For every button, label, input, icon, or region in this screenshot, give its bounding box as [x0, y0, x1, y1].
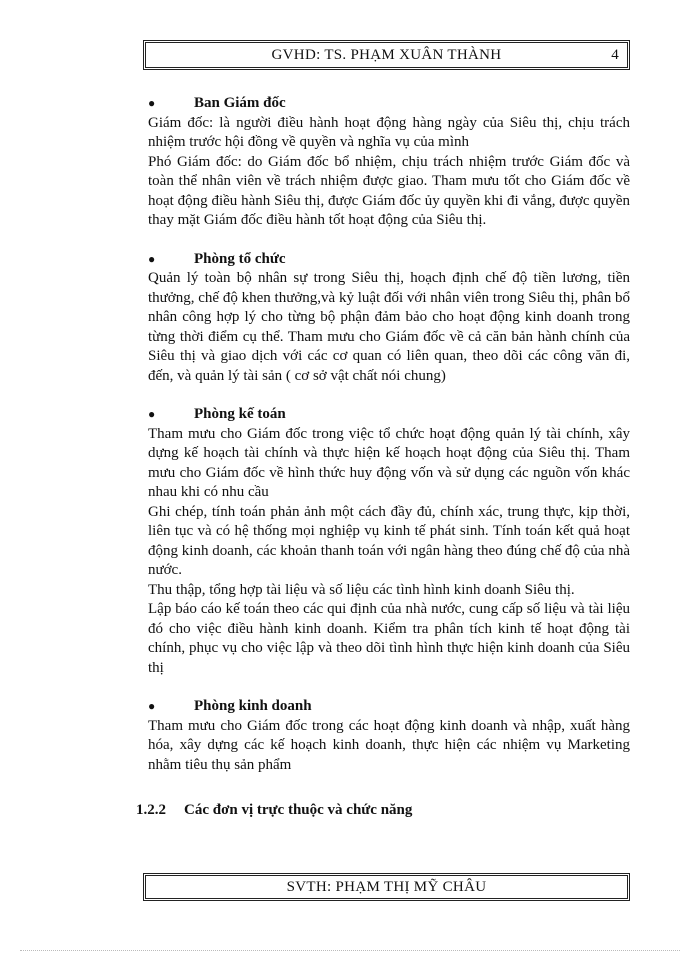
paragraph: Thu thập, tổng hợp tài liệu và số liệu các tình hình kinh doanh Siêu thị.	[148, 581, 575, 598]
header-title: GVHD: TS. PHẠM XUÂN THÀNH	[271, 47, 502, 63]
section-phong-kinh-doanh	[148, 697, 630, 775]
paragraph: Giám đốc: là người điều hành hoạt động hàng ngày của Siêu thị, chịu trách nhiệm trước hội đồng về quyền và nghĩa vụ của mình	[148, 114, 630, 150]
page-number: 4	[611, 47, 619, 63]
paragraph: Quản lý toàn bộ nhân sự trong Siêu thị, hoạch định chế độ tiền lương, tiền thưởng, chế độ khen thưởng,và kỷ luật đối với nhân viên trong Siêu thị, phân bổ nhân công hợp lý cho từng bộ phận đảm bảo cho hoạt động kinh doanh trong từng thời điểm cụ thể. Tham mưu cho Giám đốc về cả căn bản hành chính của Siêu thị và giao dịch với các cơ quan có liên quan, theo dõi các công văn đi, đến, và quản lý tài sản ( cơ sở vật chất nói chung)	[148, 270, 630, 384]
section-phong-to-chuc	[148, 250, 630, 387]
subsection-title: Các đơn vị trực thuộc và chức năng	[184, 802, 413, 818]
paragraph: Phó Giám đốc: do Giám đốc bổ nhiệm, chịu trách nhiệm trước Giám đốc và toàn thể nhân viên về trách nhiệm được giao. Tham mưu tốt cho Giám đốc về hoạt động điều hành Siêu thị, được Giám đốc ủy quyền khi đi vắng, được quyền thay mặt Giám đốc điều hành tốt hoạt động của Siêu thị.	[148, 153, 630, 228]
paragraph: Tham mưu cho Giám đốc trong các hoạt động kinh doanh và nhập, xuất hàng hóa, xây dựng các kế hoạch kinh doanh, thực hiện các nhiệm vụ Marketing nhằm tiêu thụ sản phẩm	[148, 717, 630, 773]
section-heading-text: Phòng tổ chức	[194, 250, 286, 267]
section-heading-text: Phòng kinh doanh	[194, 698, 312, 714]
bullet-icon: ●	[148, 699, 156, 713]
bullet-icon: ●	[148, 251, 156, 266]
section-heading	[148, 697, 630, 717]
paragraph: Lập báo cáo kế toán theo các qui định của nhà nước, cung cấp số liệu và tài liệu đó cho việc điều hành kinh doanh. Kiểm tra phân tích kinh tế hoạt động tài chính, phục vụ cho việc lập và theo dõi tình hình thực hiện kinh doanh của Siêu thị	[148, 601, 630, 676]
section-heading	[148, 405, 630, 425]
footer-title: SVTH: PHẠM THỊ MỸ CHÂU	[286, 879, 487, 895]
subsection-number: 1.2.2	[136, 802, 166, 818]
paragraph: Ghi chép, tính toán phản ảnh một cách đầy đủ, chính xác, trung thực, kịp thời, liên tục và có hệ thống mọi nghiệp vụ kinh tế phát sinh. Tính toán kết quả hoạt động kinh doanh, các khoản thanh toán với ngân hàng theo đúng chế độ của nhà nước.	[148, 503, 630, 578]
section-heading-text: Ban Giám đốc	[194, 95, 286, 111]
section-heading	[148, 94, 630, 114]
section-heading	[148, 250, 630, 270]
page-footer	[143, 873, 630, 901]
paragraph: Tham mưu cho Giám đốc trong việc tổ chức hoạt động quản lý tài chính, xây dựng kế hoạch tài chính và thực hiện kế hoạch hoạt động của Siêu thị. Tham mưu cho Giám đốc về hình thức huy động vốn và sử dụng các nguồn vốn khác nhau khi có nhu cầu	[148, 425, 630, 500]
subsection-heading	[136, 801, 630, 821]
page-break-divider	[20, 950, 680, 951]
document-body	[136, 94, 630, 821]
bullet-icon: ●	[148, 407, 156, 421]
section-phong-ke-toan	[148, 405, 630, 678]
bullet-icon: ●	[148, 96, 156, 110]
section-heading-text: Phòng kế toán	[194, 406, 286, 422]
page-header	[143, 40, 630, 70]
section-ban-giam-doc	[148, 94, 630, 231]
